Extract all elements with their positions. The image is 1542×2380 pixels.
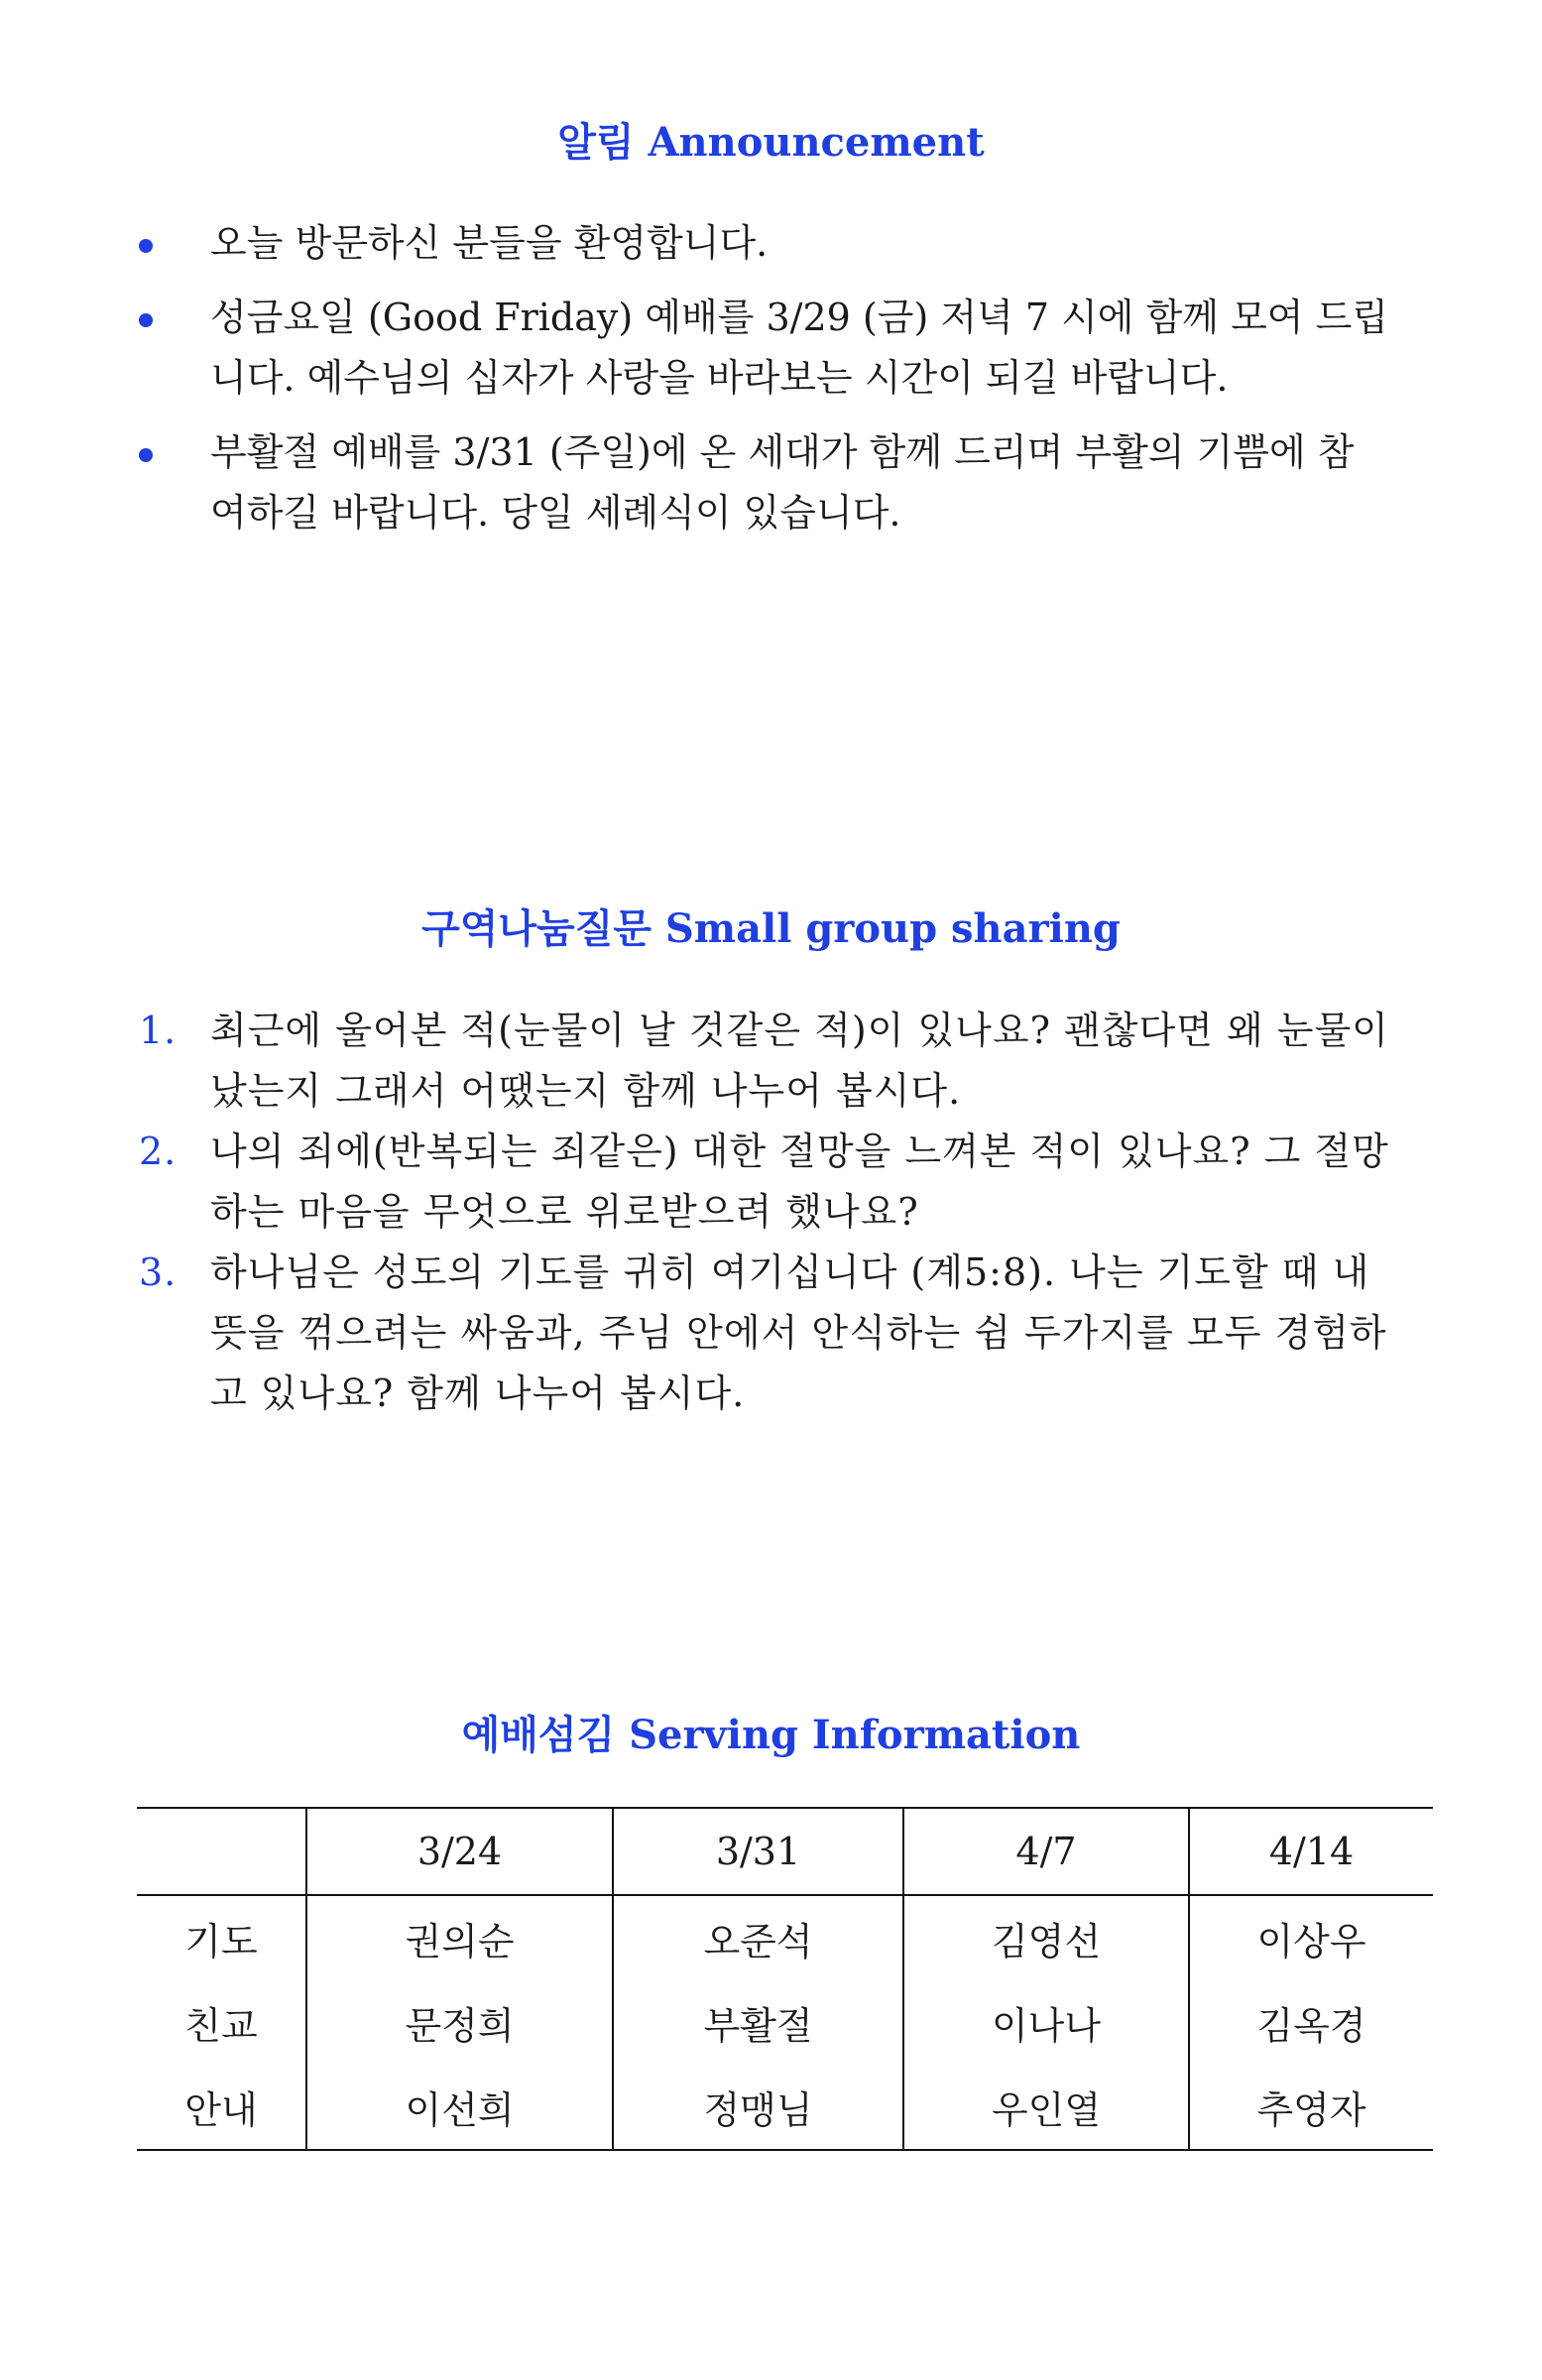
sharing-text: 최근에 울어본 적(눈물이 날 것같은 적)이 있나요? 괜찮다면 왜 눈물이 났는지 그래서 어땠는지 함께 나누어 봅시다. <box>210 1009 1389 1113</box>
name-cell: 이선희 <box>306 2065 613 2150</box>
name-cell: 문정희 <box>306 1980 613 2065</box>
announcement-title: 알림 Announcement <box>557 119 985 166</box>
name-cell: 김옥경 <box>1256 2004 1366 2048</box>
name-cell: 부활절 <box>613 1980 903 2065</box>
date-header: 4/7 <box>903 1808 1189 1895</box>
sharing-text: 하나님은 성도의 기도를 귀히 여기십니다 (계5:8). 나는 기도할 때 내 뜻을 꺾으려는 싸움과, 주님 안에서 안식하는 쉼 두가지를 모두 경험하고 있나요? 함께 나누어 봅시다. <box>210 1250 1387 1415</box>
date-header: 3/31 <box>613 1808 903 1895</box>
role-cell: 안내 <box>137 2065 306 2150</box>
table-corner-cell <box>137 1808 306 1895</box>
name-cell: 권의순 <box>306 1895 613 1980</box>
sharing-title: 구역나눔질문 Small group sharing <box>421 905 1121 952</box>
table-row <box>137 2065 1433 2150</box>
sharing-item <box>139 1001 1418 1122</box>
announcement-item <box>139 288 1388 409</box>
announcement-list <box>139 213 1388 557</box>
table-row <box>137 1895 1433 1980</box>
table-header-row <box>137 1808 1433 1895</box>
sharing-number: 2. <box>139 1130 178 1173</box>
bullet-icon <box>139 239 153 253</box>
role-cell: 친교 <box>137 1980 306 2065</box>
sharing-item <box>139 1243 1418 1424</box>
name-cell: 이상우 <box>1256 1920 1366 1964</box>
announcement-text: 오늘 방문하신 분들을 환영합니다. <box>210 221 769 265</box>
name-cell: 김영선 <box>903 1895 1189 1980</box>
name-cell: 우인열 <box>903 2065 1189 2150</box>
serving-title: 예배섬김 Serving Information <box>461 1712 1081 1758</box>
sharing-list <box>139 1001 1418 1424</box>
bullet-icon <box>139 448 153 462</box>
announcement-item <box>139 422 1388 543</box>
sharing-number: 1. <box>139 1009 178 1052</box>
sharing-item <box>139 1122 1418 1243</box>
sharing-number: 3. <box>139 1250 178 1294</box>
sharing-text: 나의 죄에(반복되는 죄같은) 대한 절망을 느껴본 적이 있나요? 그 절망하는 마음을 무엇으로 위로받으려 했나요? <box>210 1130 1389 1234</box>
name-cell: 정맹님 <box>613 2065 903 2150</box>
name-cell: 이나나 <box>903 1980 1189 2065</box>
announcement-text: 성금요일 (Good Friday) 예배를 3/29 (금) 저녁 7 시에 함께 모여 드립니다. 예수님의 십자가 사랑을 바라보는 시간이 되길 바랍니다. <box>210 296 1388 400</box>
serving-table <box>137 1807 1433 2151</box>
date-header: 3/24 <box>306 1808 613 1895</box>
bullet-icon <box>139 313 153 327</box>
name-cell: 오준석 <box>613 1895 903 1980</box>
role-cell: 기도 <box>137 1895 306 1980</box>
announcement-text: 부활절 예배를 3/31 (주일)에 온 세대가 함께 드리며 부활의 기쁨에 참여하길 바랍니다. 당일 세례식이 있습니다. <box>210 430 1355 535</box>
announcement-item <box>139 213 1388 274</box>
date-header: 4/14 <box>1268 1830 1355 1873</box>
table-row <box>137 1980 1433 2065</box>
name-cell: 추영자 <box>1256 2088 1366 2132</box>
